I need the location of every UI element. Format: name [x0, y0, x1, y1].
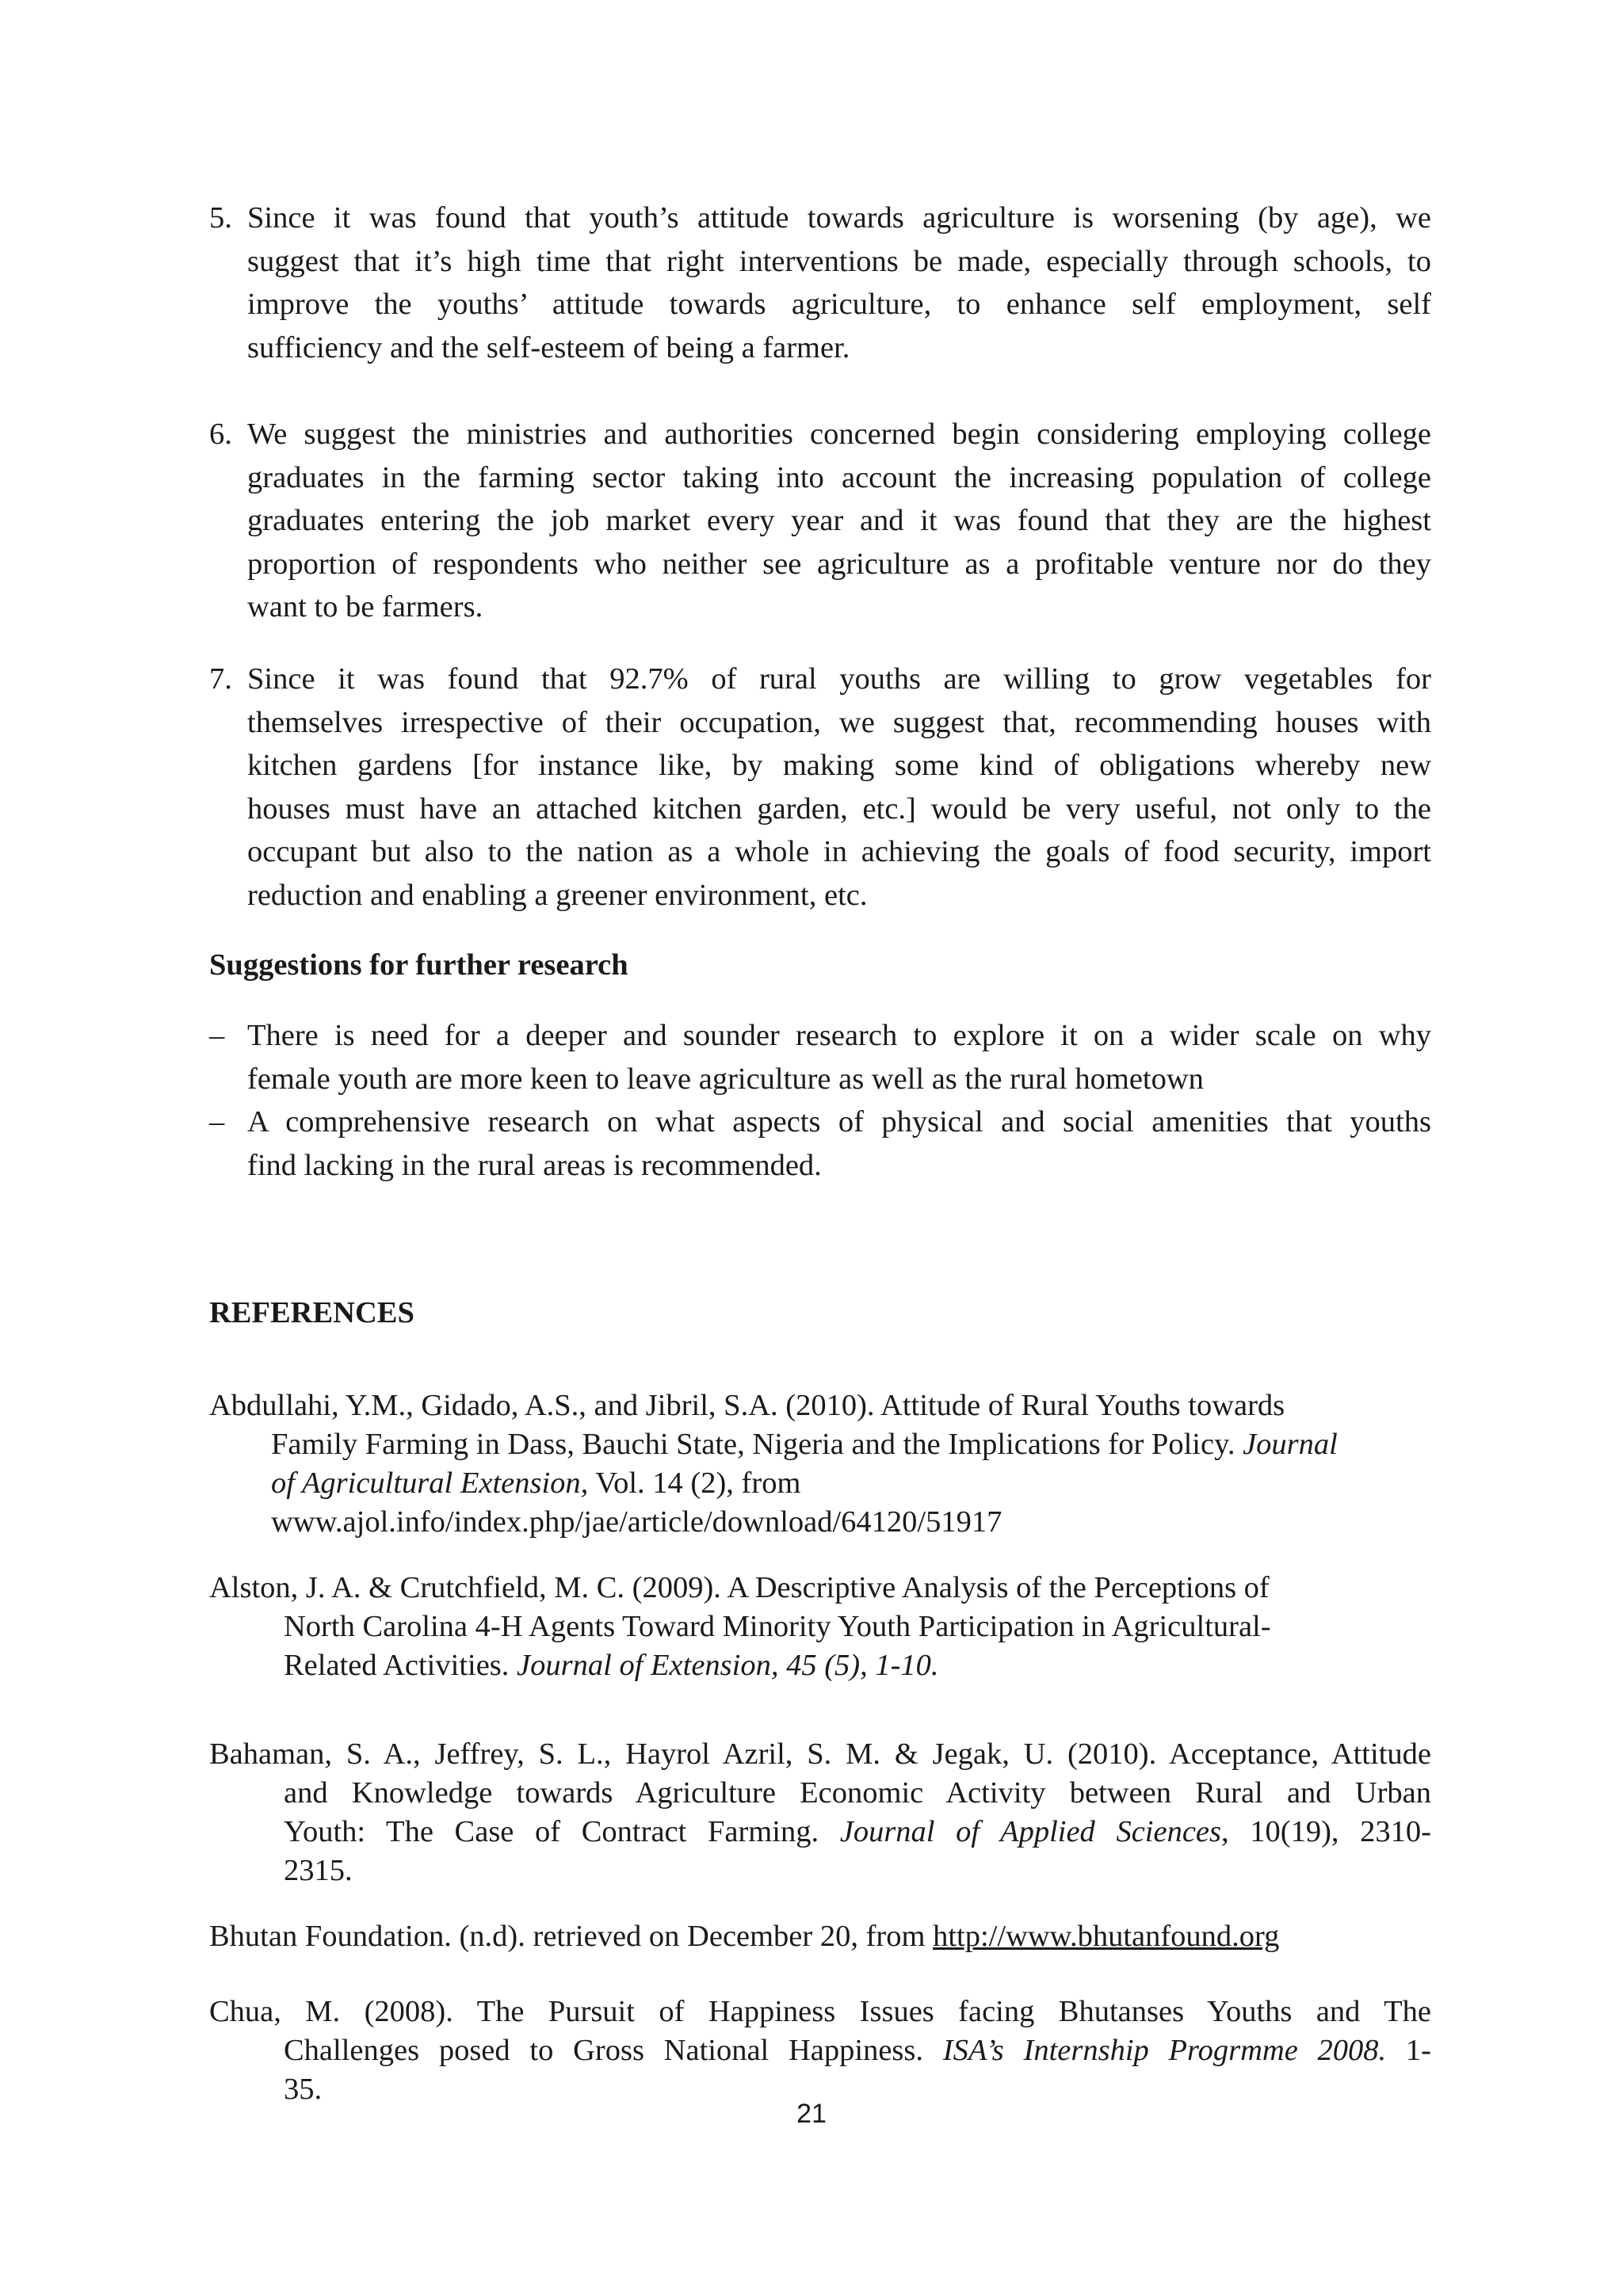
text-line: A comprehensive research on what aspects of physical and social amenities that youths [247, 1105, 1431, 1138]
dash-bullet: – [209, 1019, 225, 1052]
reference-line: Abdullahi, Y.M., Gidado, A.S., and Jibril, S.A. (2010). Attitude of Rural Youths towards [209, 1389, 1285, 1422]
page-number: 21 [796, 2099, 827, 2129]
reference-text: Family Farming in Dass, Bauchi State, Nigeria and the Implications for Policy. [271, 1428, 1235, 1461]
reference-line: North Carolina 4-H Agents Toward Minority Youth Participation in Agricultural- [284, 1610, 1271, 1643]
text-line: improve the youths’ attitude towards agriculture, to enhance self employment, self [247, 288, 1431, 321]
text-line: reduction and enabling a greener environment, etc. [247, 878, 868, 912]
reference-link[interactable]: http://www.bhutanfound.org [933, 1920, 1280, 1953]
further-research-heading: Suggestions for further research [209, 948, 628, 982]
reference-text: Challenges posed to Gross National Happiness. [284, 2034, 924, 2067]
reference-line: 2315. [284, 1854, 353, 1887]
further-research-item [209, 1014, 1431, 1100]
reference-text: Vol. 14 (2), from [595, 1466, 801, 1500]
text-line: occupant but also to the nation as a whole in achieving the goals of food security, import [247, 835, 1431, 868]
reference-line: 35. [284, 2073, 323, 2106]
text-line: suggest that it’s high time that right interventions be made, especially through schools, to [247, 244, 1431, 278]
reference-line: Bahaman, S. A., Jeffrey, S. L., Hayrol Azril, S. M. & Jegak, U. (2010). Acceptance, Attitude [209, 1737, 1431, 1771]
dash-bullet: – [209, 1105, 225, 1138]
reference-text: 1- [1405, 2034, 1431, 2067]
reference-line: and Knowledge towards Agriculture Economic Activity between Rural and Urban [284, 1776, 1431, 1810]
reference-line [271, 1464, 1431, 1503]
text-line: find lacking in the rural areas is recommended. [247, 1148, 822, 1182]
item-number: 6. [209, 418, 232, 451]
text-line: Since it was found that youth’s attitude towards agriculture is worsening (by age), we [247, 201, 1431, 235]
recommendation-item-6 [209, 413, 1431, 629]
journal-title: of Agricultural Extension, [271, 1466, 589, 1500]
reference-text: Bhutan Foundation. (n.d). retrieved on December 20, from [209, 1920, 926, 1953]
text-line: female youth are more keen to leave agriculture as well as the rural hometown [247, 1062, 1204, 1096]
text-line: themselves irrespective of their occupation, we suggest that, recommending houses with [247, 705, 1431, 739]
reference-entry [209, 1569, 1431, 1685]
text-line: There is need for a deeper and sounder research to explore it on a wider scale on why [247, 1019, 1431, 1052]
text-line: sufficiency and the self-esteem of being a farmer. [247, 330, 850, 364]
reference-entry [209, 1735, 1431, 1890]
reference-line [271, 1425, 1431, 1464]
journal-title: ISA’s Internship Progrmme 2008. [942, 2034, 1387, 2067]
reference-entry [209, 1386, 1431, 1542]
recommendation-item-5 [209, 196, 1431, 369]
references-heading: REFERENCES [209, 1296, 414, 1329]
item-text [247, 1014, 1431, 1100]
reference-line: Alston, J. A. & Crutchfield, M. C. (2009). A Descriptive Analysis of the Perceptions of [209, 1571, 1270, 1604]
reference-text: Related Activities. [284, 1649, 510, 1682]
reference-entry [209, 1917, 1431, 1956]
text-line: graduates in the farming sector taking into account the increasing population of college [247, 460, 1431, 494]
text-line: want to be farmers. [247, 590, 483, 624]
reference-entry [209, 1993, 1431, 2109]
item-text [247, 658, 1431, 917]
journal-title: Journal of Applied Sciences [839, 1815, 1221, 1848]
text-line: Since it was found that 92.7% of rural youths are willing to grow vegetables for [247, 662, 1431, 696]
reference-line: Chua, M. (2008). The Pursuit of Happiness Issues facing Bhutanses Youths and The [209, 1995, 1431, 2028]
reference-continuation [209, 1425, 1431, 1542]
text-line: kitchen gardens [for instance like, by making some kind of obligations whereby new [247, 749, 1431, 782]
reference-continuation [209, 1774, 1431, 1890]
recommendation-item-7 [209, 658, 1431, 917]
reference-line [284, 2031, 1431, 2070]
journal-title: Journal [1243, 1428, 1338, 1461]
text-line: proportion of respondents who neither see agriculture as a profitable venture nor do they [247, 547, 1431, 581]
reference-line [209, 1917, 1431, 1956]
further-research-item [209, 1100, 1431, 1187]
item-text [247, 413, 1431, 629]
item-text [247, 196, 1431, 369]
reference-text: , 10(19), 2310- [1220, 1815, 1431, 1848]
reference-line [284, 1646, 1431, 1685]
reference-line [284, 1813, 1431, 1852]
text-line: We suggest the ministries and authorities concerned begin considering employing college [247, 418, 1431, 451]
item-number: 5. [209, 201, 232, 235]
text-line: houses must have an attached kitchen garden, etc.] would be very useful, not only to the [247, 791, 1431, 826]
item-number: 7. [209, 662, 232, 696]
reference-text: Youth: The Case of Contract Farming. [284, 1815, 819, 1848]
text-line: graduates entering the job market every year and it was found that they are the highest [247, 504, 1431, 537]
item-text [247, 1100, 1431, 1187]
journal-title: Journal of Extension, 45 (5), 1-10. [517, 1649, 939, 1682]
reference-url: www.ajol.info/index.php/jae/article/download/64120/51917 [271, 1505, 1002, 1539]
reference-continuation [209, 1608, 1431, 1685]
